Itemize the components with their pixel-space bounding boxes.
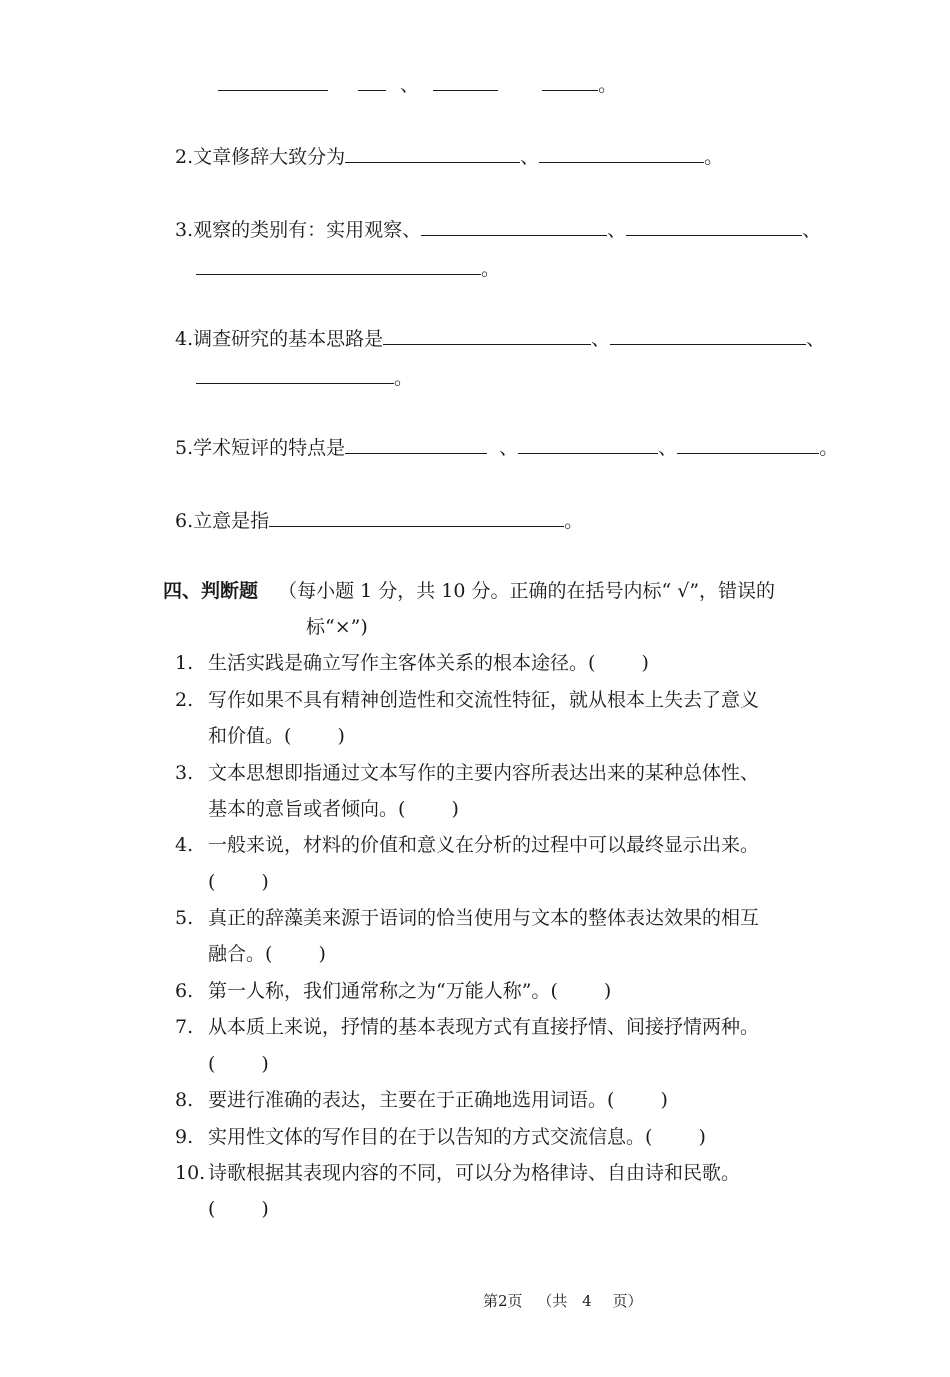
fill-question-4-cont: 。 xyxy=(196,363,413,391)
answer-parentheses[interactable]: ( ) xyxy=(208,1198,269,1220)
answer-blank[interactable] xyxy=(383,324,591,345)
answer-parentheses[interactable]: ( ) xyxy=(550,980,612,1002)
judge-item-4: 4. 一般来说，材料的价值和意义在分析的过程中可以最终显示出来。 xyxy=(175,834,760,856)
section-heading xyxy=(163,578,775,604)
judge-item-3-cont: 基本的意旨或者倾向。( ) xyxy=(208,798,459,820)
judge-item-3: 3. 文本思想即指通过文本写作的主要内容所表达出来的某种总体性、 xyxy=(175,762,760,784)
fill-question-6: 6.立意是指 。 xyxy=(175,506,583,534)
fill-question-3: 3.观察的类别有：实用观察、 、 、 xyxy=(175,215,821,243)
answer-blank[interactable] xyxy=(358,70,386,91)
answer-blank[interactable] xyxy=(433,70,498,91)
answer-parentheses[interactable]: ( ) xyxy=(265,943,326,965)
answer-blank[interactable] xyxy=(626,215,802,236)
answer-blank[interactable] xyxy=(677,433,819,454)
answer-blank[interactable] xyxy=(345,433,487,454)
answer-parentheses[interactable]: ( ) xyxy=(398,798,459,820)
judge-item-2: 2. 写作如果不具有精神创造性和交流性特征，就从根本上失去了意义 xyxy=(175,689,760,711)
total-pages: 4 xyxy=(582,1292,592,1310)
answer-blank[interactable] xyxy=(269,506,564,527)
answer-blank[interactable] xyxy=(196,254,481,275)
answer-parentheses[interactable]: ( ) xyxy=(588,652,649,674)
fill-question-3-cont: 。 xyxy=(196,254,500,282)
judge-item-7: 7. 从本质上来说，抒情的基本表现方式有直接抒情、间接抒情两种。 xyxy=(175,1016,760,1038)
judge-item-7-cont xyxy=(208,1051,269,1077)
fill-question-2: 2.文章修辞大致分为 、 。 xyxy=(175,142,723,170)
answer-blank[interactable] xyxy=(421,215,607,236)
page-footer: 第2页 （共 4 页） xyxy=(483,1292,643,1310)
judge-item-5-cont: 融合。( ) xyxy=(208,943,326,965)
section-instruction: （每小题 1 分，共 10 分。正确的在括号内标“ √”，错误的 xyxy=(278,580,776,602)
page-number: 第2页 xyxy=(483,1292,523,1310)
judge-item-8: 8. 要进行准确的表达，主要在于正确地选用词语。( ) xyxy=(175,1089,668,1111)
continuation-line: 、 。 xyxy=(218,70,617,98)
section-title: 四、判断题 xyxy=(163,580,259,602)
fill-question-4: 4.调查研究的基本思路是 、 、 xyxy=(175,324,825,352)
judge-item-6: 6. 第一人称，我们通常称之为“万能人称”。( ) xyxy=(175,980,612,1002)
answer-parentheses[interactable]: ( ) xyxy=(284,725,345,747)
fill-question-5: 5.学术短评的特点是 、 、 。 xyxy=(175,433,838,461)
answer-blank[interactable] xyxy=(518,433,658,454)
answer-blank[interactable] xyxy=(539,142,704,163)
answer-blank[interactable] xyxy=(345,142,520,163)
judge-item-9: 9. 实用性文体的写作目的在于以告知的方式交流信息。( ) xyxy=(175,1126,706,1148)
judge-item-5: 5. 真正的辞藻美来源于语词的恰当使用与文本的整体表达效果的相互 xyxy=(175,907,760,929)
answer-blank[interactable] xyxy=(218,70,328,91)
answer-parentheses[interactable]: ( ) xyxy=(607,1089,668,1111)
judge-item-10-cont xyxy=(208,1196,269,1222)
answer-parentheses[interactable]: ( ) xyxy=(208,871,269,893)
section-instruction-cont: 标“×”) xyxy=(306,616,368,638)
answer-blank[interactable] xyxy=(610,324,806,345)
judge-item-1: 1. 生活实践是确立写作主客体关系的根本途径。( ) xyxy=(175,652,649,674)
answer-parentheses[interactable]: ( ) xyxy=(208,1053,269,1075)
answer-blank[interactable] xyxy=(196,363,394,384)
answer-parentheses[interactable]: ( ) xyxy=(645,1126,706,1148)
judge-item-2-cont: 和价值。( ) xyxy=(208,725,345,747)
judge-item-10: 10. 诗歌根据其表现内容的不同，可以分为格律诗、自由诗和民歌。 xyxy=(175,1162,741,1184)
judge-item-4-cont xyxy=(208,869,269,895)
answer-blank[interactable] xyxy=(542,70,598,91)
